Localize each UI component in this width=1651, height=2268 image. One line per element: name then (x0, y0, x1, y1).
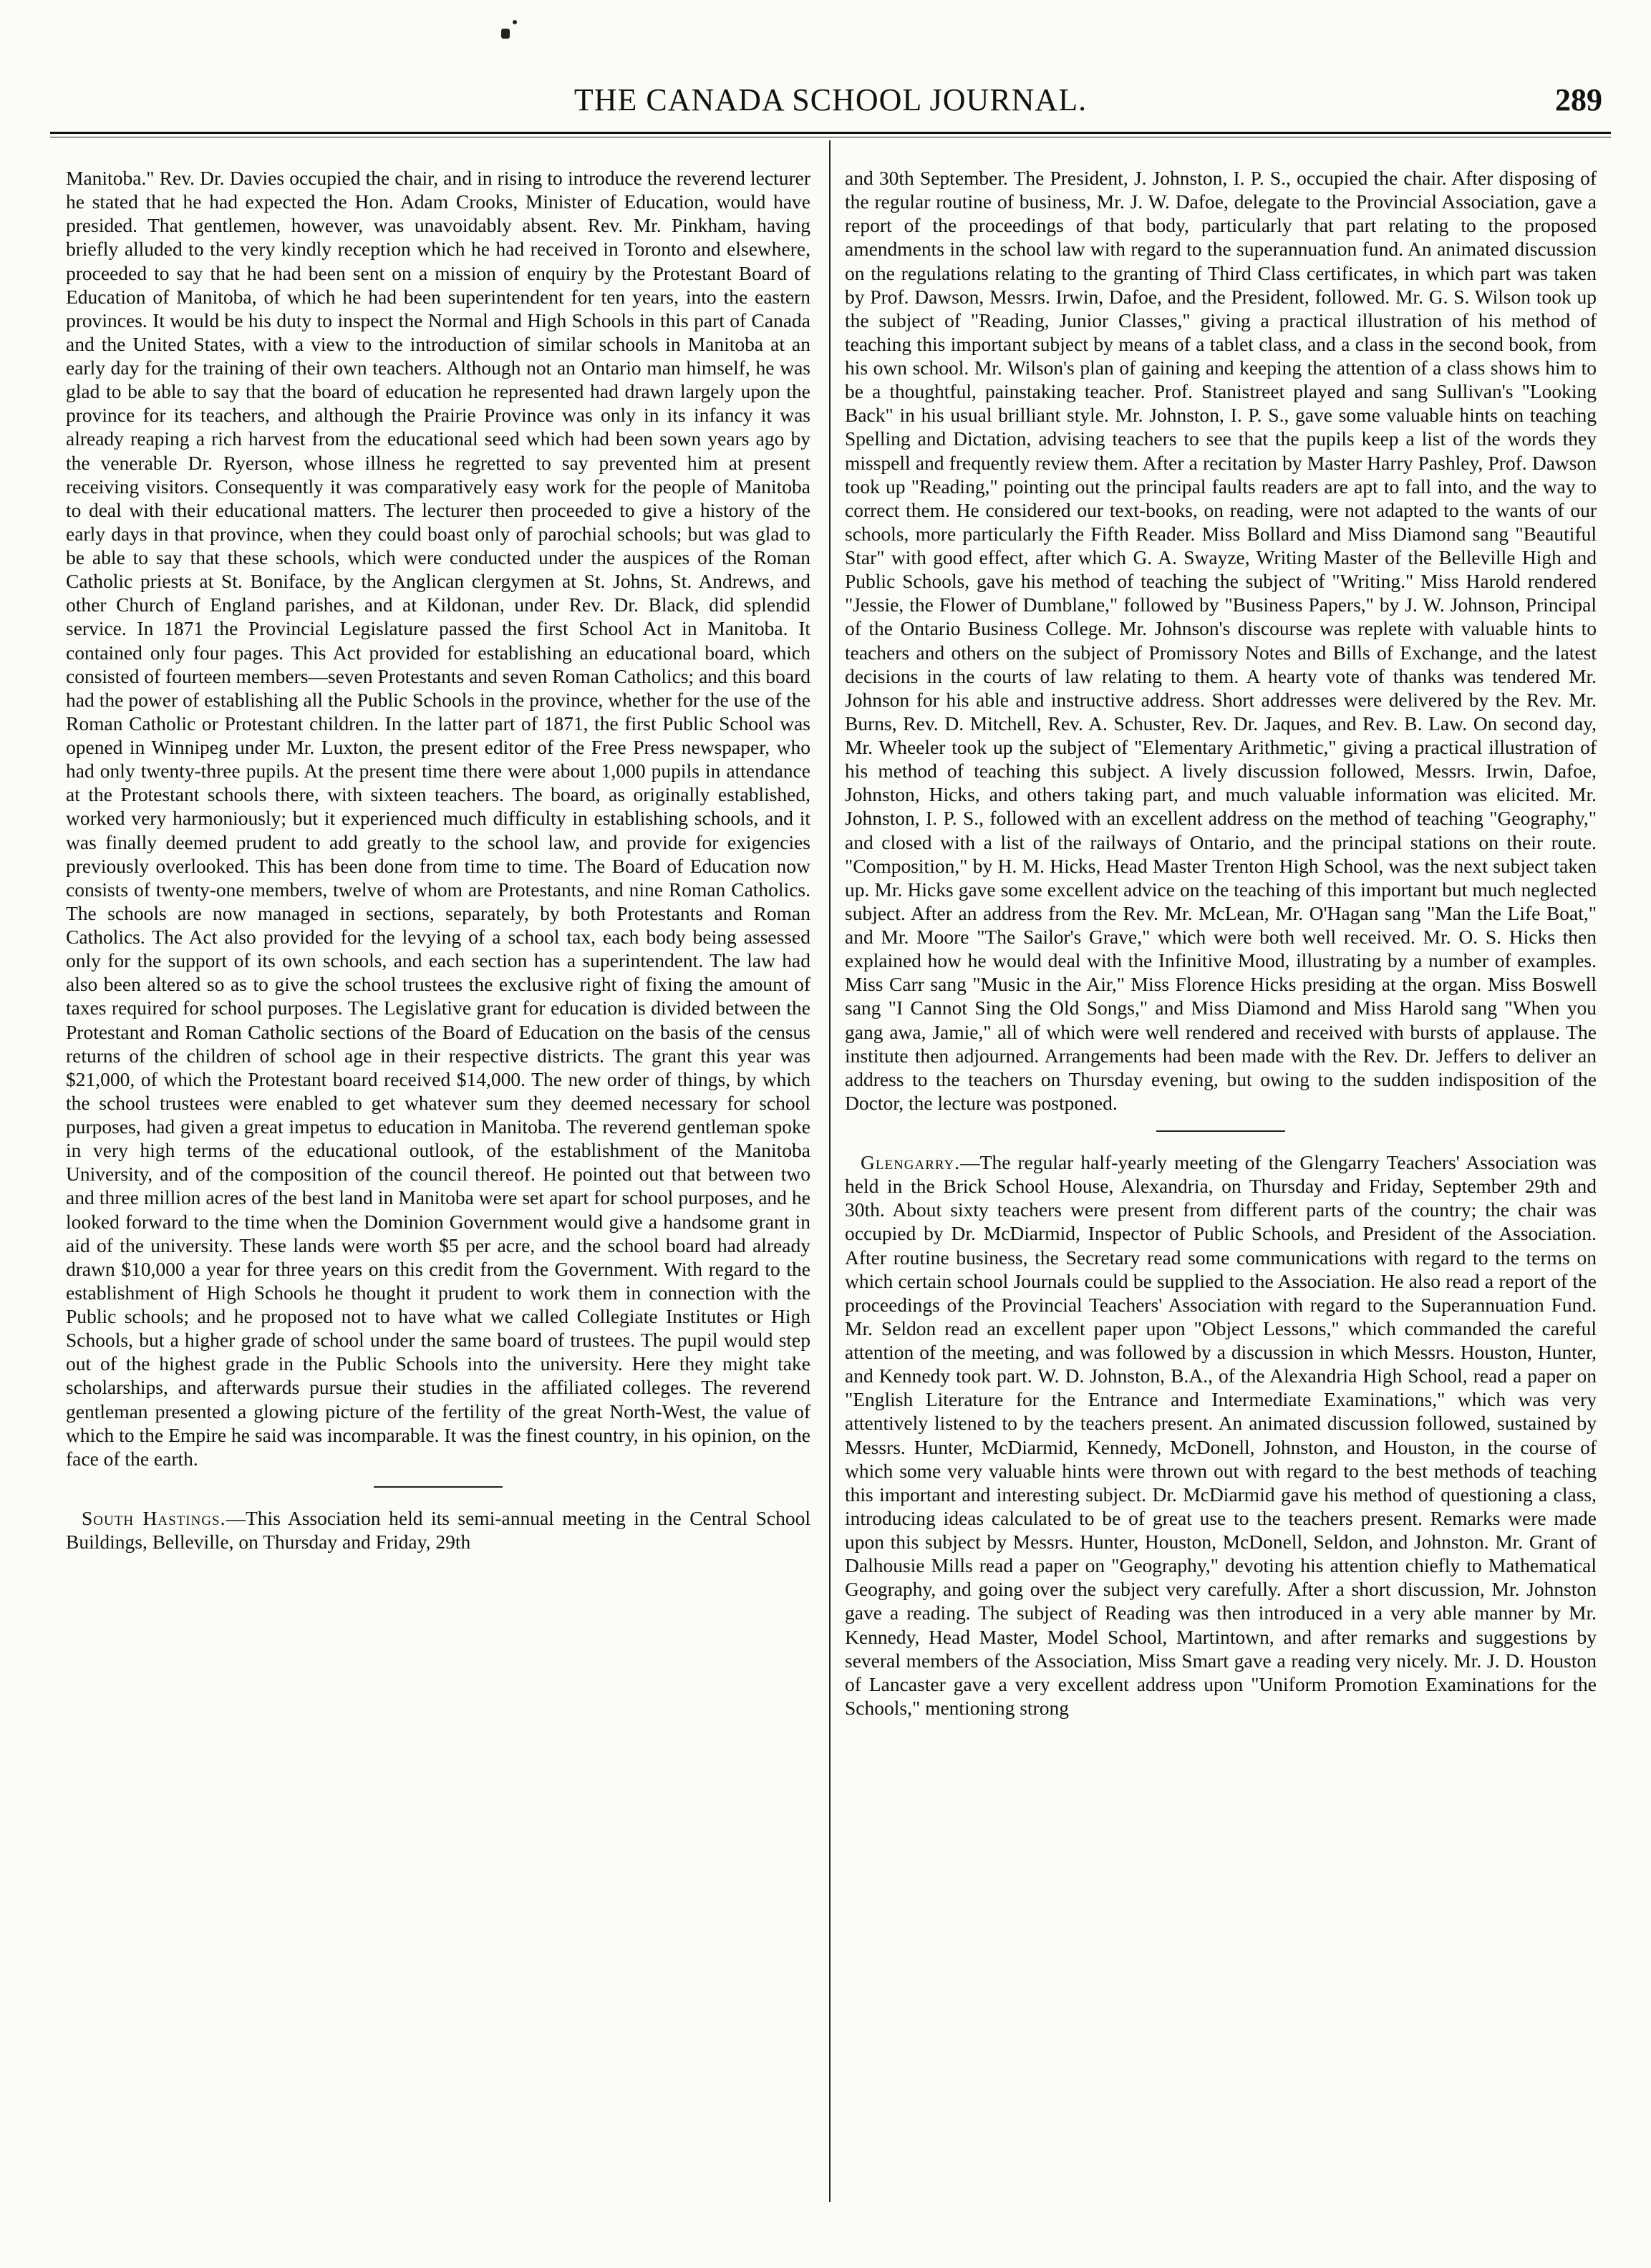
glengarry-paragraph (845, 1150, 1597, 1720)
right-column (845, 166, 1597, 1720)
south-hastings-heading: South Hastings. (82, 1506, 226, 1529)
section-separator (374, 1486, 503, 1488)
section-separator (1156, 1130, 1285, 1132)
column-divider (829, 140, 831, 2202)
manitoba-lecture-text: Manitoba." Rev. Dr. Davies occupied the chair, and in rising to introduce the reverend lecturer he stated that he had expected the Hon. Adam Crooks, Minister of Education, would have presided. That gentlemen, however, was unavoidably absent. Rev. Mr. Pinkham, having briefly alluded to the very kindly reception which he had received in Toronto and elsewhere, proceeded to say that he had been sent on a mission of enquiry by the Protestant Board of Education of Manitoba, of which he had been superintendent for ten years, into the eastern provinces. It would be his duty to inspect the Normal and High Schools in this part of Canada and the United States, with a view to the introduction of similar schools in Manitoba at an early day for the training of their own teachers. Although not an Ontario man himself, he was glad to be able to say that the board of education he represented had drawn largely upon the province for its teachers, and although the Prairie Province was only in its infancy it was already reaping a rich harvest from the educational seed which had been sown years ago by the venerable Dr. Ryerson, whose illness he regretted to say prevented him at present receiving visitors. Consequently it was comparatively easy work for the people of Manitoba to deal with their educational matters. The lecturer then proceeded to give a history of the early days in that province, when they could boast only of parochial schools; but was glad to be able to say that these schools, which were conducted under the auspices of the Roman Catholic priests at St. Boniface, by the Anglican clergymen at St. Johns, St. Andrews, and other Church of England parishes, and at Kildonan, under Rev. Dr. Black, did splendid service. In 1871 the Provincial Legislature passed the first School Act in Manitoba. It contained only four pages. This Act provided for establishing an educational board, which consisted of fourteen members—seven Protestants and seven Roman Catholics; and this board had the power of establishing all the Public Schools in the province, whether for the use of the Roman Catholic or Protestant children. In the latter part of 1871, the first Public School was opened in Winnipeg under Mr. Luxton, the present editor of the Free Press newspaper, who had only twenty-three pupils. At the present time there were about 1,000 pupils in attendance at the Protestant schools there, with sixteen teachers. The board, as originally established, worked very harmoniously; but it experienced much difficulty in establishing schools, and it was finally deemed prudent to add greatly to the school law, and provide for exigencies previously overlooked. This has been done from time to time. The Board of Education now consists of twenty-one members, twelve of whom are Protestants, and nine Roman Catholics. The schools are now managed in sections, separately, by both Protestants and Roman Catholics. The Act also provided for the levying of a school tax, each body being assessed only for the support of its own schools, and each section has a superintendent. The law had also been altered so as to give the school trustees the exclusive right of fixing the amount of taxes required for school purposes. The Legislative grant for education is divided between the Protestant and Roman Catholic sections of the Board of Education on the basis of the census returns of the children of school age in their respective districts. The grant this year was $21,000, of which the Protestant board received $14,000. The new order of things, by which the school trustees were enabled to get whatever sum they deemed necessary for school purposes, had given a great impetus to education in Manitoba. The reverend gentleman spoke in very high terms of the educational outlook, of the establishment of the Manitoba University, and of the composition of the council thereof. He pointed out that between two and three million acres of the best land in Manitoba were set apart for school purposes, and he looked forward to the time when the Dominion Government would give a handsome grant in aid of the university. These lands were worth $5 per acre, and the school board had already drawn $10,000 a year for three years on this credit from the Government. With regard to the establishment of High Schools he thought it prudent to work them in connection with the Public schools; and he proposed not to have what we called Collegiate Institutes or High Schools, but a higher grade of school under the same board of trustees. The pupil would step out of the highest grade in the Public Schools into the university. Here they might take scholarships, and afterwards pursue their studies in the affiliated colleges. The reverend gentleman presented a glowing picture of the fertility of the great North-West, the value of which to the Empire he said was incomparable. It was the finest country, in his opinion, on the face of the earth. (66, 167, 810, 1470)
ink-speck (501, 29, 510, 39)
journal-title: THE CANADA SCHOOL JOURNAL. (573, 82, 1088, 117)
glengarry-text: —The regular half-yearly meeting of the Glengarry Teachers' Association was held in the Brick School House, Alexandria, on Thursday and Friday, September 29th and 30th. About sixty teachers were present from different parts of the country; the chair was occupied by Dr. McDiarmid, Inspector of Public Schools, and President of the Association. After routine business, the Secretary read some communications with regard to the terms on which certain school Journals could be supplied to the Association. He also read a report of the proceedings of the Provincial Teachers' Association with regard to the Superannuation Fund. Mr. Seldon read an excellent paper upon "Object Lessons," which commanded the careful attention of the meeting, and was followed by a discussion in which Messrs. Houston, Hunter, and Kennedy took part. W. D. Johnston, B.A., of the Alexandria High School, read a paper on "English Literature for the Entrance and Intermediate Examinations," which was very attentively listened to by the teachers present. An animated discussion followed, sustained by Messrs. Hunter, McDiarmid, Kennedy, McDonell, Johnston, and Houston, in the course of which some very valuable hints were thrown out with regard to the best methods of teaching this important and interesting subject. Dr. McDiarmid gave his method of questioning a class, introducing ideas calculated to be of great use to the teachers present. Remarks were made upon this subject by Messrs. Hunter, Houston, McDonell, Seldon, and Johnston. Mr. Grant of Dalhousie Mills read a paper on "Geography," devoting his attention chiefly to Mathematical Geography, and going over the subject very carefully. After a short discussion, Mr. Johnston gave a reading. The subject of Reading was then introduced in a very able manner by Mr. Kennedy, Head Master, Model School, Martintown, and after remarks and suggestions by several members of the Association, Miss Smart gave a reading very nicely. Mr. J. D. Houston of Lancaster gave a very excellent address upon "Uniform Promotion Examinations for the Schools," mentioning strong (845, 1151, 1597, 1719)
left-column (66, 166, 810, 1554)
south-hastings-text: —This Association held its semi-annual meeting in the Central School Buildings, Belleville, on Thursday and Friday, 29th (66, 1506, 810, 1553)
header-rule (50, 132, 1611, 134)
south-hastings-continued-text: and 30th September. The President, J. Johnston, I. P. S., occupied the chair. After disposing of the regular routine of business, Mr. J. W. Dafoe, delegate to the Provincial Association, gave a report of the proceedings of that body, particularly that part relating to the proposed amendments in the school law with regard to the superannuation fund. An animated discussion on the regulations relating to the granting of Third Class certificates, in which part was taken by Prof. Dawson, Messrs. Irwin, Dafoe, and the President, followed. Mr. G. S. Wilson took up the subject of "Reading, Junior Classes," giving a practical illustration of his method of teaching this important subject by means of a tablet class, and a class in the second book, from his own school. Mr. Wilson's plan of gaining and keeping the attention of a class shows him to be a thoughtful, painstaking teacher. Prof. Stanistreet played and sang Sullivan's "Looking Back" in his usual brilliant style. Mr. Johnston, I. P. S., gave some valuable hints on teaching Spelling and Dictation, advising teachers to see that the pupils keep a list of the words they misspell and frequently review them. After a recitation by Master Harry Pashley, Prof. Dawson took up "Reading," pointing out the principal faults readers are apt to fall into, and the way to correct them. He considered our text-books, on reading, were not adapted to the wants of our schools, more particularly the Fifth Reader. Miss Bollard and Miss Diamond sang "Beautiful Star" with good effect, after which G. A. Swayze, Writing Master of the Belleville High and Public Schools, gave his method of teaching the subject of "Writing." Miss Harold rendered "Jessie, the Flower of Dumblane," followed by "Business Papers," by J. W. Johnson, Principal of the Ontario Business College. Mr. Johnson's discourse was replete with valuable hints to teachers and others on the subject of Promissory Notes and Bills of Exchange, and the latest decisions in the courts of law relating to them. A hearty vote of thanks was tendered Mr. Johnson for his able and instructive address. Short addresses were delivered by the Rev. Mr. Burns, Rev. D. Mitchell, Rev. A. Schuster, Rev. Dr. Jaques, and Rev. B. Law. On second day, Mr. Wheeler took up the subject of "Elementary Arithmetic," giving a practical illustration of his method of teaching this subject. A lively discussion followed, Messrs. Irwin, Dafoe, Johnston, Hicks, and others taking part, and much valuable information was elicited. Mr. Johnston, I. P. S., followed with an excellent address on the method of teaching "Geography," and closed with a list of the railways of Ontario, and the principal stations on their route. "Composition," by H. M. Hicks, Head Master Trenton High School, was the next subject taken up. Mr. Hicks gave some excellent advice on the teaching of this important but much neglected subject. After an address from the Rev. Mr. McLean, Mr. O'Hagan sang "Man the Life Boat," and Mr. Moore "The Sailor's Grave," which were both well received. Mr. O. S. Hicks then explained how he would deal with the Infinitive Mood, illustrating by a number of examples. Miss Carr sang "Music in the Air," Miss Florence Hicks presiding at the organ. Miss Boswell sang "I Cannot Sing the Old Songs," and Miss Diamond and Miss Harold sang "When you gang awa, Jamie," all of which were well rendered and received with bursts of applause. The institute then adjourned. Arrangements had been made with the Rev. Dr. Jeffers to deliver an address to the teachers on Thursday evening, but owing to the sudden indisposition of the Doctor, the lecture was postponed. (845, 167, 1597, 1114)
glengarry-heading: Glengarry. (861, 1151, 961, 1173)
page-header (50, 79, 1611, 122)
ink-speck (513, 20, 517, 24)
page-number: 289 (1555, 82, 1602, 117)
south-hastings-paragraph (66, 1506, 810, 1554)
